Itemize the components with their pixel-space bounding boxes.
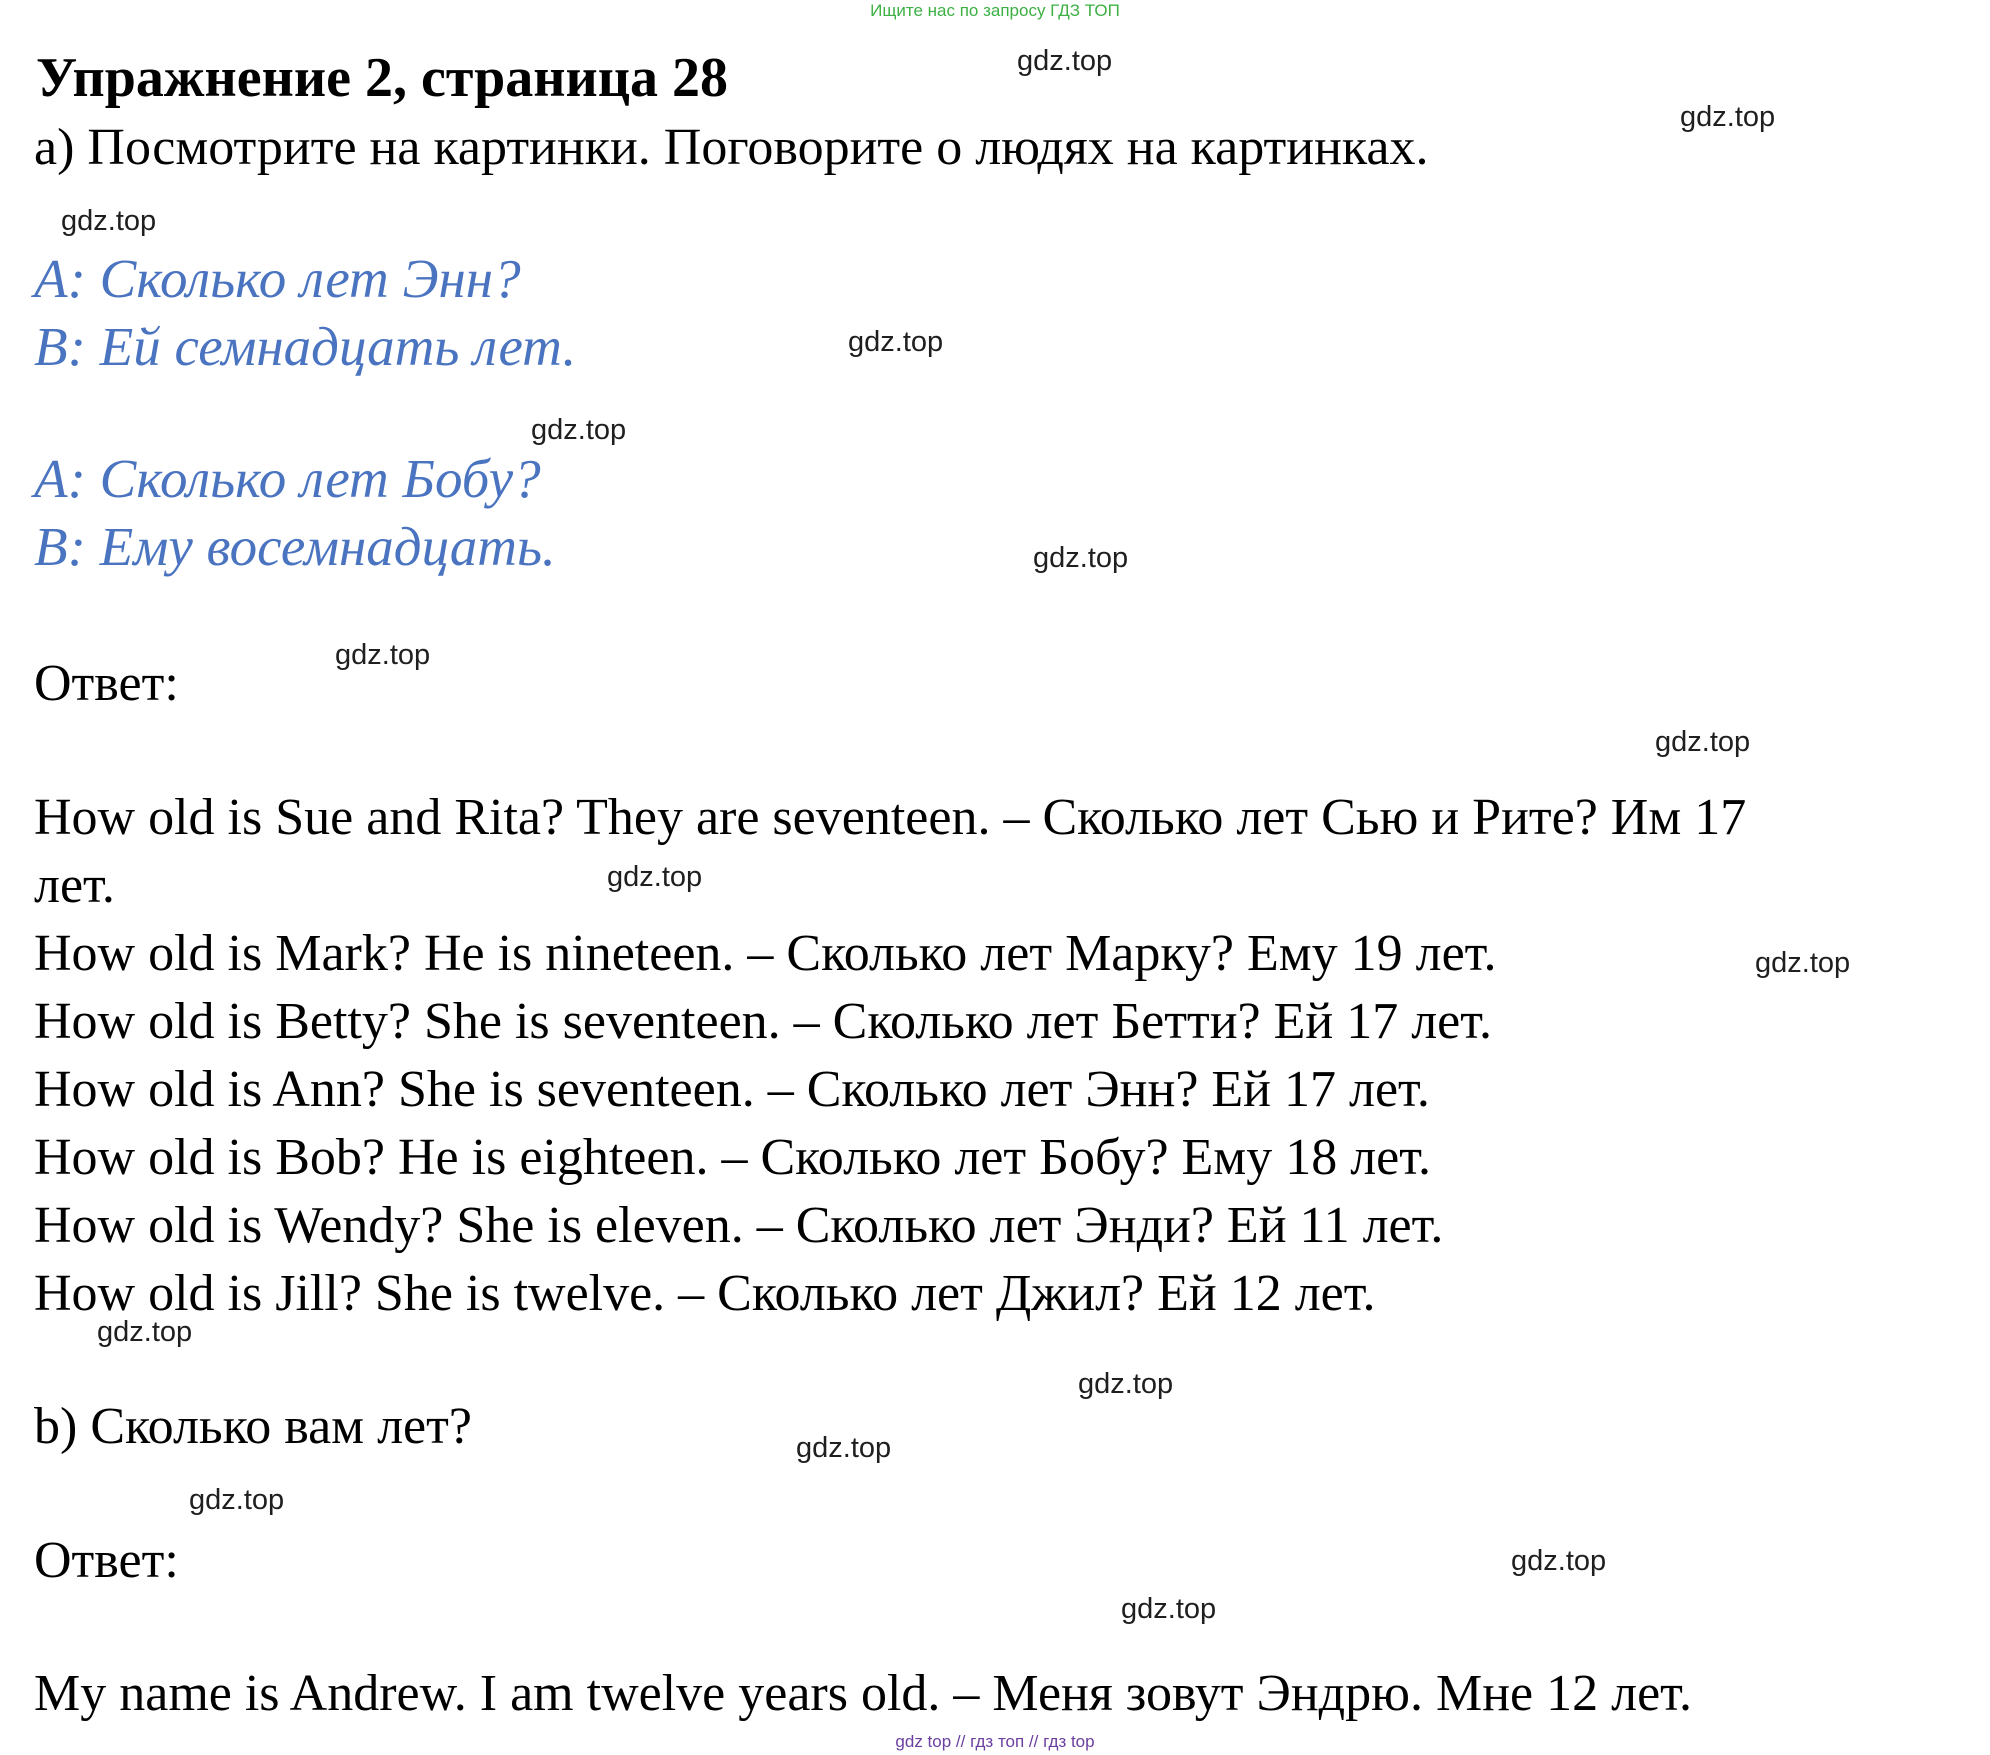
answer-line: How old is Mark? He is nineteen. – Сколько лет Марку? Ему 19 лет. [34, 925, 1497, 982]
footer-watermark: gdz top // гдз топ // гдз top [895, 1732, 1095, 1751]
task-b-text: b) Сколько вам лет? [34, 1398, 472, 1455]
watermark: gdz.top [848, 326, 944, 358]
dialog-line: B: Ему восемнадцать. [34, 516, 556, 577]
watermark: gdz.top [1655, 726, 1751, 758]
answer-line: How old is Jill? She is twelve. – Сколько лет Джил? Ей 12 лет. [34, 1265, 1376, 1322]
dialog-line: B: Ей семнадцать лет. [34, 316, 577, 377]
answer-line: How old is Sue and Rita? They are seventeen. – Сколько лет Сью и Рите? Им 17 [34, 789, 1747, 846]
answer-label: Ответ: [34, 1532, 179, 1589]
dialog-line: A: Сколько лет Бобу? [34, 448, 541, 509]
watermark: gdz.top [1017, 45, 1113, 77]
watermark: gdz.top [607, 861, 703, 893]
watermark: gdz.top [1755, 947, 1851, 979]
top-banner: Ищите нас по запросу ГДЗ ТОП [870, 1, 1120, 20]
watermark: gdz.top [1680, 101, 1776, 133]
watermark: gdz.top [1511, 1545, 1607, 1577]
answer-line: How old is Betty? She is seventeen. – Сколько лет Бетти? Ей 17 лет. [34, 993, 1493, 1050]
answer-line: How old is Ann? She is seventeen. – Сколько лет Энн? Ей 17 лет. [34, 1061, 1430, 1118]
answer-line: How old is Bob? He is eighteen. – Сколько лет Бобу? Ему 18 лет. [34, 1129, 1432, 1186]
watermark: gdz.top [97, 1316, 193, 1348]
watermark: gdz.top [531, 414, 627, 446]
watermark: gdz.top [61, 205, 157, 237]
dialog-line: A: Сколько лет Энн? [34, 248, 521, 309]
watermark: gdz.top [1121, 1593, 1217, 1625]
watermark: gdz.top [796, 1432, 892, 1464]
watermark: gdz.top [189, 1484, 285, 1516]
answer-label: Ответ: [34, 655, 179, 712]
watermark: gdz.top [1078, 1368, 1174, 1400]
watermark: gdz.top [335, 639, 431, 671]
page-title: Упражнение 2, страница 28 [36, 47, 729, 109]
watermark: gdz.top [1033, 542, 1129, 574]
answer-line: лет. [34, 857, 115, 914]
task-a-text: a) Посмотрите на картинки. Поговорите о людях на картинках. [34, 119, 1429, 176]
answer-b-line: My name is Andrew. I am twelve years old. – Меня зовут Эндрю. Мне 12 лет. [34, 1665, 1692, 1722]
answer-line: How old is Wendy? She is eleven. – Сколько лет Энди? Ей 11 лет. [34, 1197, 1444, 1254]
